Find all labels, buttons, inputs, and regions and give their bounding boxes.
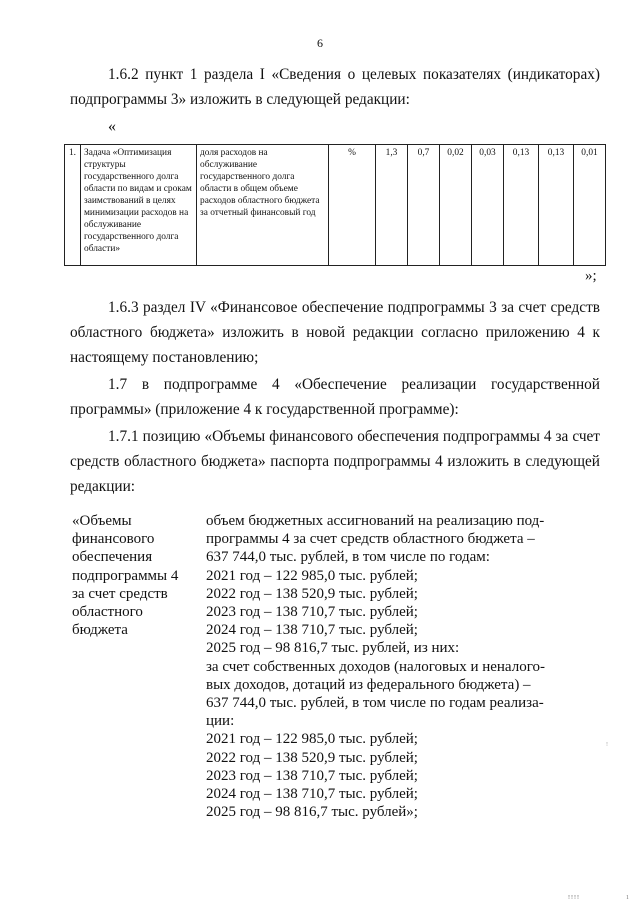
open-quote: « xyxy=(108,118,116,135)
passport-label-line: финансового xyxy=(72,531,155,548)
table-row xyxy=(65,145,606,266)
row-value-4: 0,03 xyxy=(472,145,504,266)
row-task: Задача «Оптимизация структуры государственного долга области по видам и срокам заимствований в целях минимизации расходов на обслуживание государственного долга области» xyxy=(81,145,197,266)
passport-line: 2024 год – 138 710,7 тыс. рублей; xyxy=(206,622,418,639)
indicators-table xyxy=(64,144,606,266)
paragraph-1-7 xyxy=(70,372,600,422)
page-number: 6 xyxy=(317,36,323,50)
passport-label-line: обеспечения xyxy=(72,549,153,566)
paragraph-1-6-2-text: 1.6.2 пункт 1 раздела I «Сведения о целевых показателях (индикаторах) подпрограммы 3» изложить в следующей редакции: xyxy=(70,66,600,108)
passport-line: 2021 год – 122 985,0 тыс. рублей; xyxy=(206,567,418,584)
footer-code: !!!! xyxy=(568,895,580,901)
passport-line: ции: xyxy=(206,713,235,730)
row-value-1: 1,3 xyxy=(376,145,408,266)
passport-line: 637 744,0 тыс. рублей, в том числе по годам реализа- xyxy=(206,695,544,712)
passport-label-line: подпрограммы 4 xyxy=(72,567,179,584)
passport-label xyxy=(72,512,202,639)
passport-line: 2024 год – 138 710,7 тыс. рублей; xyxy=(206,786,418,803)
row-description: доля расходов на обслуживание государственного долга области в общем объеме расходов областного бюджета за отчетный финансовый год xyxy=(197,145,329,266)
passport-label-line: областного xyxy=(72,604,143,621)
row-value-3: 0,02 xyxy=(440,145,472,266)
paragraph-1-7-1-text: 1.7.1 позицию «Объемы финансового обеспечения подпрограммы 4 за счет средств областного бюджета» паспорта подпрограммы 4 изложить в следующей редакции: xyxy=(70,428,600,495)
footer-mark: 1 xyxy=(626,895,629,901)
passport-line: за счет собственных доходов (налоговых и неналого- xyxy=(206,658,545,675)
passport-line: 2025 год – 98 816,7 тыс. рублей, из них: xyxy=(206,640,460,657)
row-value-7: 0,01 xyxy=(574,145,606,266)
passport-label-line: «Объемы xyxy=(72,513,132,529)
row-number: 1. xyxy=(65,145,81,266)
passport-line: программы 4 за счет средств областного бюджета – xyxy=(206,531,535,548)
edge-mark: ! xyxy=(606,742,608,748)
passport-line: 637 744,0 тыс. рублей, в том числе по годам: xyxy=(206,549,490,566)
passport-line: объем бюджетных ассигнований на реализацию под- xyxy=(206,513,545,529)
row-value-2: 0,7 xyxy=(408,145,440,266)
passport-label-line: бюджета xyxy=(72,622,128,639)
passport-line: 2022 год – 138 520,9 тыс. рублей; xyxy=(206,585,418,602)
passport-line: 2022 год – 138 520,9 тыс. рублей; xyxy=(206,749,418,766)
passport-line: 2021 год – 122 985,0 тыс. рублей; xyxy=(206,731,418,748)
row-value-5: 0,13 xyxy=(504,145,539,266)
passport-line: 2023 год – 138 710,7 тыс. рублей; xyxy=(206,767,418,784)
paragraph-1-7-text: 1.7 в подпрограмме 4 «Обеспечение реализации государственной программы» (приложение 4 к государственной программе): xyxy=(70,376,600,418)
passport-content xyxy=(206,512,556,821)
row-unit: % xyxy=(329,145,376,266)
passport-line: 2025 год – 98 816,7 тыс. рублей»; xyxy=(206,804,418,821)
paragraph-1-7-1 xyxy=(70,424,600,499)
passport-line: вых доходов, дотаций из федерального бюджета) – xyxy=(206,676,531,693)
passport-line: 2023 год – 138 710,7 тыс. рублей; xyxy=(206,604,418,621)
paragraph-1-6-3-text: 1.6.3 раздел IV «Финансовое обеспечение подпрограммы 3 за счет средств областного бюджета» изложить в новой редакции согласно приложению 4 к настоящему постановлению; xyxy=(70,299,600,366)
paragraph-1-6-3 xyxy=(70,295,600,370)
passport-label-line: за счет средств xyxy=(72,585,168,602)
close-quote: »; xyxy=(585,268,597,284)
row-value-6: 0,13 xyxy=(539,145,574,266)
paragraph-1-6-2 xyxy=(70,62,600,112)
